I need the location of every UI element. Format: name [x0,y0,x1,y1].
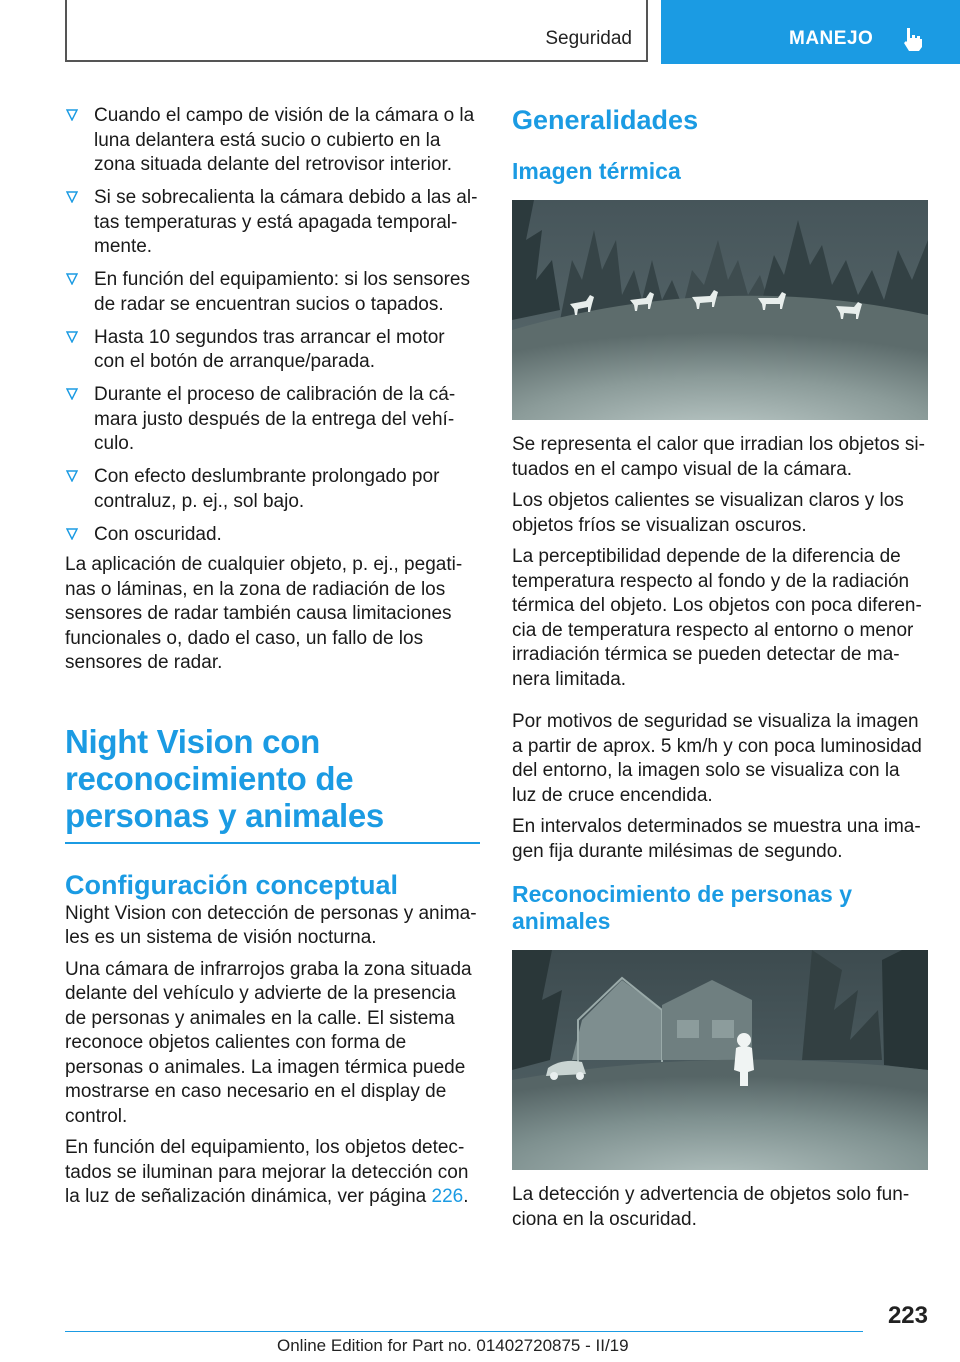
section-title-general: Generalidades [512,105,699,135]
header-section-box [65,0,648,62]
list-item-text: Hasta 10 segundos tras arrancar el motor con el botón de arranque/parada. [94,326,445,372]
paragraph-concept-2: Una cámara de infrarrojos graba la zona situada delante del vehículo y advierte de la presencia de personas y animales en la calle. El sistema reconoce objetos calientes con forma de personas o animales. La imagen térmica puede mostrarse en caso necesario en el display de control. [65,958,472,1127]
paragraph-still-image: En intervalos determinados se muestra una imagen fija durante milésimas de segundo. [512,816,921,862]
left-column [65,104,480,1210]
bullet-triangle-icon [66,388,78,400]
right-column [512,104,928,1232]
paragraph-concept-1: Night Vision con detección de personas y animales es un sistema de visión nocturna. [65,902,477,948]
bullet-triangle-icon [66,331,78,343]
list-item [65,268,480,317]
paragraph-concept-3 [65,1136,480,1210]
list-item-text: En función del equipamiento: si los sensores de radar se encuentran sucios o tapados. [94,269,471,315]
bullet-triangle-icon [66,109,78,121]
list-item [65,186,480,260]
footer-edition: Online Edition for Part no. 01402720875 - II/19 [277,1336,629,1355]
footer-divider [65,1331,863,1332]
list-item-text: Cuando el campo de visión de la cámara o la luna delantera está sucio o cubierto en la zona situada delante del retrovisor interior. [94,105,475,175]
subsection-title-recognition: Reconocimiento de personas y animales [512,881,852,934]
bullet-triangle-icon [66,470,78,482]
list-item [65,523,480,548]
paragraph-text: En función del equipamiento, los objetos detectados se iluminan para mejorar la detección con la luz de señalización dinámica, ver página [65,1137,469,1207]
paragraph-safety-speed: Por motivos de seguridad se visualiza la imagen a partir de aprox. 5 km/h y con poca luminosidad del entorno, la imagen solo se visualiza con la luz de cruce encendida. [512,711,922,806]
hand-pointer-icon [900,26,926,52]
list-item-text: Con efecto deslumbrante prolongado por contraluz, p. ej., sol bajo. [94,466,440,512]
paragraph-warm-cold: Los objetos calientes se visualizan claros y los objetos fríos se visualizan oscuros. [512,490,904,536]
list-item [65,383,480,457]
list-item [65,326,480,375]
page-number: 223 [887,1302,928,1329]
thermal-image-animals [512,200,928,420]
section-title-concept: Configuración conceptual [65,869,399,900]
bullet-triangle-icon [66,191,78,203]
header-chapter-tab[interactable] [661,0,960,64]
thermal-image-caption: Se representa el calor que irradian los objetos situados en el campo visual de la cámara. [512,434,925,480]
limitations-list [65,104,480,547]
paragraph-end: . [463,1186,469,1207]
chapter-title: Night Vision con reconocimiento de personas y animales [65,722,384,834]
list-item-text: Durante el proceso de calibración de la cámara justo después de la entrega del vehículo. [94,384,456,454]
list-item [65,465,480,514]
paragraph-objects-warning: La aplicación de cualquier objeto, p. ej., pegatinas o láminas, en la zona de radiación de los sensores de radar también causa limitaciones funcionales o, dado el caso, un fallo de los sensores de radar. [65,554,463,673]
person-image-caption: La detección y advertencia de objetos solo funciona en la oscuridad. [512,1184,910,1230]
list-item-text: Con oscuridad. [94,523,222,545]
thermal-image-person [512,950,928,1170]
paragraph-perceptibility: La perceptibilidad depende de la diferencia de temperatura respecto al fondo y de la radiación térmica del objeto. Los objetos con poca diferencia de temperatura respecto al entorno o menor irradiación térmica se pueden detectar de manera limitada. [512,546,922,690]
list-item [65,104,480,178]
header-chapter-label: MANEJO [789,28,874,49]
bullet-triangle-icon [66,273,78,285]
list-item-text: Si se sobrecalienta la cámara debido a las altas temperaturas y está apagada temporalmente. [94,187,478,257]
bullet-triangle-icon [66,528,78,540]
page-reference-link[interactable]: 226 [431,1186,464,1207]
header-section-title: Seguridad [545,28,632,49]
chapter-divider [65,842,480,844]
subsection-title-thermal: Imagen térmica [512,158,681,184]
